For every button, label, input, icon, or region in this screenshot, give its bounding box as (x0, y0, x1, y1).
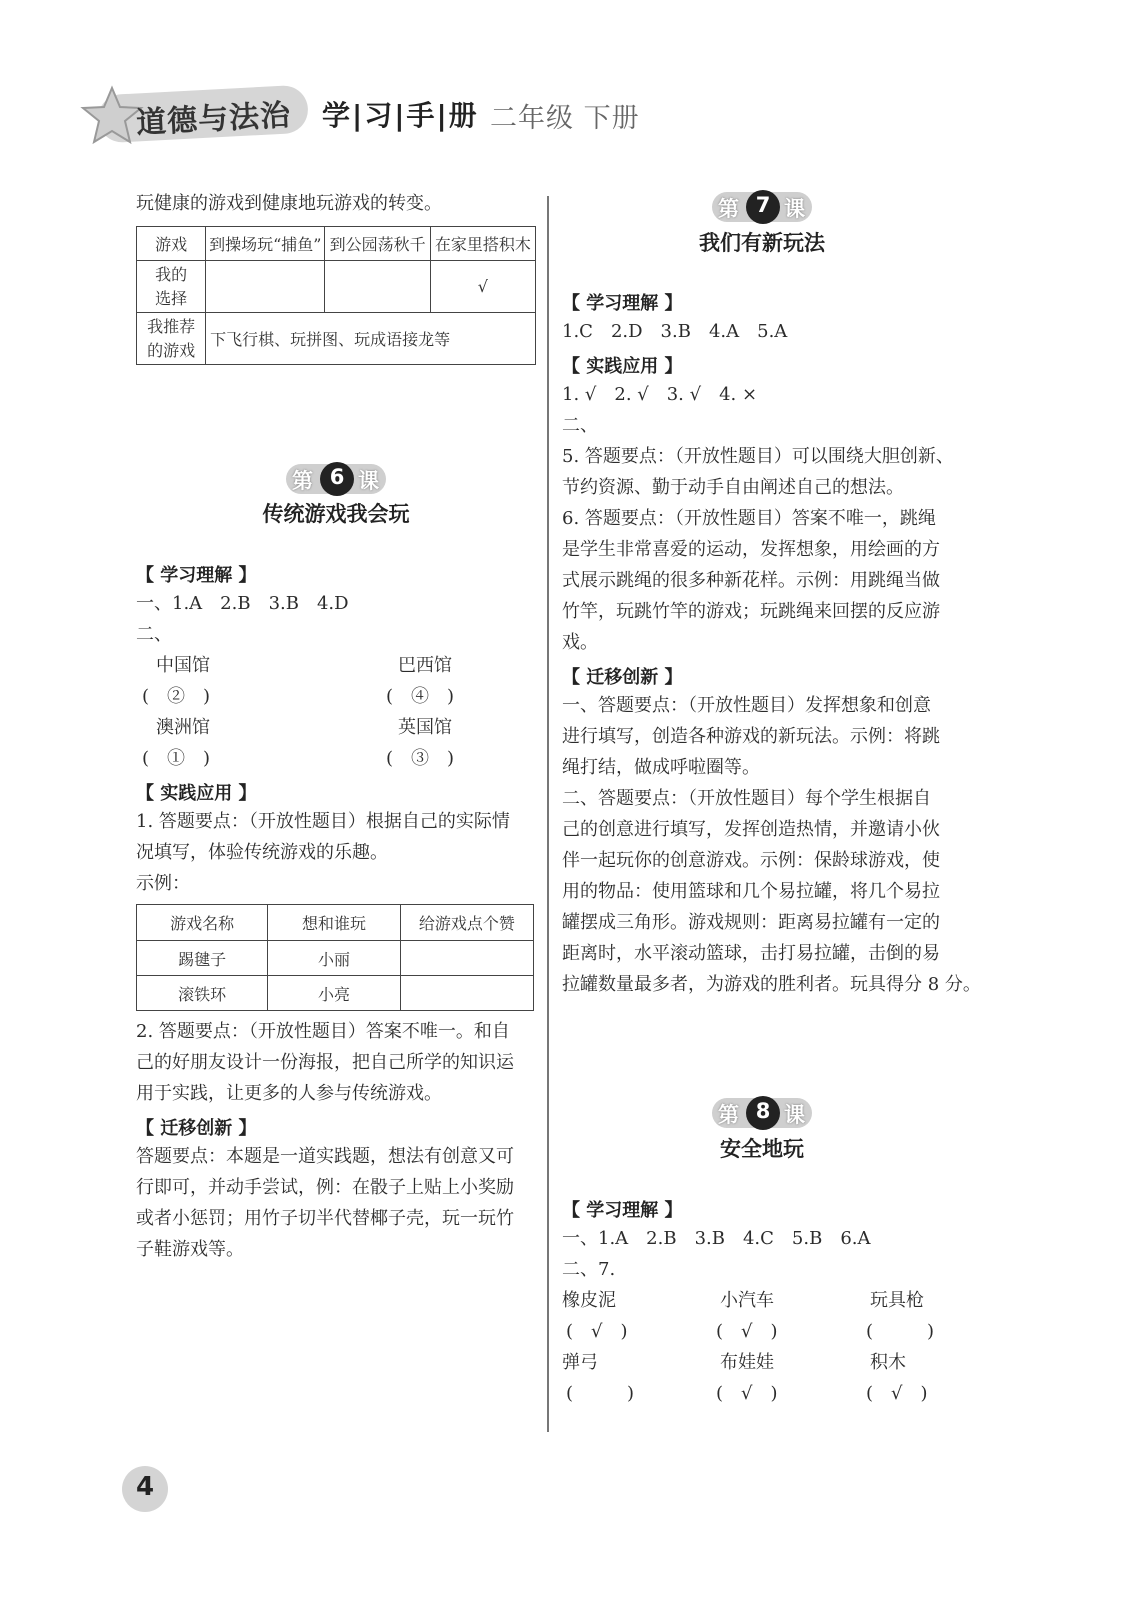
check-mark: √ (430, 261, 535, 313)
table-row-label: 我推荐的游戏 (137, 313, 206, 365)
answer-line: 节约资源、勤于动手自由阐述自己的想法。 (562, 477, 904, 498)
pavilion-name: 澳洲馆 (156, 717, 210, 738)
lesson-badge: 第 7 课 (712, 190, 812, 226)
pavilion-name: 英国馆 (398, 717, 452, 738)
answer-line: 1.C 2.D 3.B 4.A 5.A (562, 321, 788, 342)
toy-name: 玩具枪 (870, 1290, 924, 1311)
answer-line: 己的创意进行填写，发挥创造热情，并邀请小伙 (562, 819, 940, 840)
section-heading: 【 学习理解 】 (136, 565, 257, 586)
table-header-cell: 到公园荡秋千 (325, 227, 430, 261)
toy-answer: ( √ ) (716, 1383, 778, 1404)
answer-line: 式展示跳绳的很多种新花样。示例：用跳绳当做 (562, 570, 940, 591)
toy-answer: ( ) (566, 1383, 635, 1404)
answer-line: 拉罐数量最多者，为游戏的胜利者。玩具得分 8 分。 (562, 974, 981, 995)
star-icon (80, 84, 144, 148)
pavilion-answer: ( ② ) (142, 686, 211, 707)
answer-line: 6. 答题要点：（开放性题目）答案不唯一，跳绳 (562, 508, 936, 529)
lesson-title: 我们有新玩法 (699, 231, 825, 255)
table-header-cell: 想和谁玩 (268, 905, 400, 941)
answer-line: 一、1.A 2.B 3.B 4.C 5.B 6.A (562, 1228, 871, 1249)
answer-line: 进行填写，创造各种游戏的新玩法。示例：将跳 (562, 726, 940, 747)
section-heading: 【 迁移创新 】 (136, 1118, 257, 1139)
pavilion-name: 巴西馆 (398, 655, 452, 676)
table-header-cell: 游戏 (137, 227, 206, 261)
column-divider (547, 196, 549, 1432)
toy-name: 布娃娃 (720, 1352, 774, 1373)
answer-line: 用的物品：使用篮球和几个易拉罐，将几个易拉 (562, 881, 940, 902)
table-cell (400, 941, 533, 976)
table-header-cell: 在家里搭积木 (430, 227, 535, 261)
table-cell: 下飞行棋、玩拼图、玩成语接龙等 (206, 313, 536, 365)
pavilion-answer: ( ③ ) (386, 748, 455, 769)
answer-line: 二、7. (562, 1259, 616, 1280)
answer-line: 用于实践，让更多的人参与传统游戏。 (136, 1083, 442, 1104)
toy-answer: ( √ ) (866, 1383, 928, 1404)
table-cell: 小亮 (268, 976, 400, 1011)
answer-line: 子鞋游戏等。 (136, 1239, 244, 1260)
answer-line: 一、答题要点：（开放性题目）发挥想象和创意 (562, 695, 931, 716)
intro-line: 玩健康的游戏到健康地玩游戏的转变。 (136, 193, 442, 214)
answer-line: 距离时，水平滚动篮球，击打易拉罐，击倒的易 (562, 943, 940, 964)
section-heading: 【 实践应用 】 (562, 356, 683, 377)
table-row (137, 976, 534, 1011)
answer-line: 行即可，并动手尝试，例：在骰子上贴上小奖励 (136, 1177, 514, 1198)
answer-line: 一、1.A 2.B 3.B 4.D (136, 593, 349, 614)
table-row (137, 941, 534, 976)
answer-line: 竹竿，玩跳竹竿的游戏；玩跳绳来回摆的反应游 (562, 601, 940, 622)
section-heading: 【 学习理解 】 (562, 1200, 683, 1221)
toy-name: 小汽车 (720, 1290, 774, 1311)
lesson-number: 6 (329, 465, 345, 489)
section-heading: 【 迁移创新 】 (562, 667, 683, 688)
lesson-badge: 第 8 课 (712, 1096, 812, 1132)
answer-line: 答题要点：本题是一道实践题，想法有创意又可 (136, 1146, 514, 1167)
answer-line: 示例： (136, 873, 190, 894)
page-number: 4 (135, 1472, 155, 1502)
answer-line: 或者小惩罚；用竹子切半代替椰子壳，玩一玩竹 (136, 1208, 514, 1229)
lesson-number: 8 (755, 1099, 771, 1123)
toy-name: 橡皮泥 (562, 1290, 616, 1311)
answer-line: 二、 (562, 415, 598, 436)
pavilion-name: 中国馆 (156, 655, 210, 676)
table-cell (400, 976, 533, 1011)
toy-name: 弹弓 (562, 1352, 598, 1373)
table-header-cell: 游戏名称 (137, 905, 268, 941)
toy-name: 积木 (870, 1352, 906, 1373)
table-header-cell: 给游戏点个赞 (400, 905, 533, 941)
lesson-number: 7 (755, 193, 771, 217)
answer-line: 二、答题要点：（开放性题目）每个学生根据自 (562, 788, 931, 809)
answer-line: 戏。 (562, 632, 598, 653)
answer-line: 2. 答题要点：（开放性题目）答案不唯一。和自 (136, 1021, 510, 1042)
toy-answer: ( √ ) (566, 1321, 628, 1342)
answer-line: 己的好朋友设计一份海报，把自己所学的知识运 (136, 1052, 514, 1073)
table-cell: 踢毽子 (137, 941, 268, 976)
answer-line: 1. 答题要点：（开放性题目）根据自己的实际情 (136, 811, 510, 832)
table-cell (206, 261, 325, 313)
toy-answer: ( √ ) (716, 1321, 778, 1342)
section-heading: 【 实践应用 】 (136, 783, 257, 804)
answer-line: 绳打结，做成呼啦圈等。 (562, 757, 760, 778)
answer-line: 罐摆成三角形。游戏规则：距离易拉罐有一定的 (562, 912, 940, 933)
game-choice-table (136, 226, 536, 365)
game-example-table (136, 904, 534, 1011)
lesson-badge: 第 6 课 (286, 462, 386, 498)
table-cell (325, 261, 430, 313)
pavilion-answer: ( ① ) (142, 748, 211, 769)
lesson-title: 传统游戏我会玩 (262, 502, 410, 526)
answer-line: 是学生非常喜爱的运动，发挥想象，用绘画的方 (562, 539, 940, 560)
answer-line: 5. 答题要点：（开放性题目）可以围绕大胆创新、 (562, 446, 954, 467)
header-grade: 二年级 下册 (490, 103, 640, 134)
pavilion-answer: ( ④ ) (386, 686, 455, 707)
table-row-label: 我的选择 (137, 261, 206, 313)
lesson-title: 安全地玩 (720, 1137, 804, 1161)
table-cell: 小丽 (268, 941, 400, 976)
table-cell: 滚铁环 (137, 976, 268, 1011)
answer-line: 况填写，体验传统游戏的乐趣。 (136, 842, 388, 863)
section-heading: 【 学习理解 】 (562, 293, 683, 314)
answer-line: 二、 (136, 624, 172, 645)
table-header-cell: 到操场玩“捕鱼” (206, 227, 325, 261)
answer-line: 1. √ 2. √ 3. √ 4. × (562, 384, 758, 405)
header-title: 学|习|手|册 (322, 99, 479, 132)
logo-text: 道德与法治 (135, 97, 292, 142)
toy-answer: ( ) (866, 1321, 935, 1342)
answer-line: 伴一起玩你的创意游戏。示例：保龄球游戏，使 (562, 850, 940, 871)
